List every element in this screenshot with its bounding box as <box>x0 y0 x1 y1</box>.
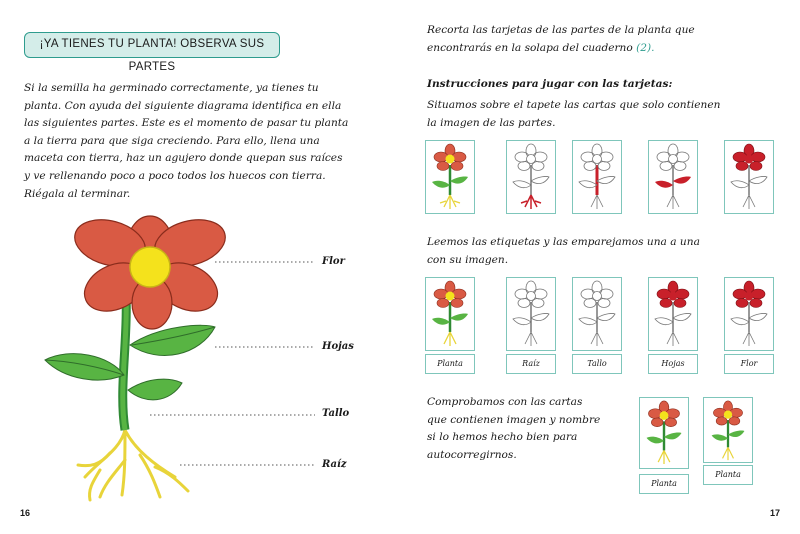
card-plant-full <box>425 277 475 351</box>
card-flower-highlight <box>724 277 774 351</box>
label-root: Raíz <box>322 459 347 470</box>
roots <box>78 430 188 500</box>
leaf-lower <box>128 379 182 400</box>
plant-icon <box>428 280 472 348</box>
instructions-heading: Instrucciones para jugar con las tarjetas: <box>427 78 673 90</box>
intro-line: maceta con tierra, haz un agujero donde quepan sus raíces <box>24 152 343 165</box>
text-line: si lo hemos hecho bien para <box>427 431 578 444</box>
cutout-instructions <box>427 22 772 57</box>
right-page <box>400 0 800 534</box>
intro-line: planta. Con ayuda del siguiente diagrama identifica en ella <box>24 99 342 112</box>
plant-outline-icon <box>509 280 553 348</box>
plant-outline-icon <box>727 280 771 348</box>
label-flower: Flor <box>322 256 345 267</box>
intro-paragraph <box>24 80 376 203</box>
text-line: Leemos las etiquetas y las emparejamos una a una <box>427 236 700 248</box>
text-line: la imagen de las partes. <box>427 116 556 129</box>
plant-icon <box>428 143 472 211</box>
text-line: Recorta las tarjetas de las partes de la planta que <box>427 24 695 36</box>
intro-line: Riégala al terminar. <box>24 187 131 200</box>
label-leaves: Hojas <box>322 341 354 352</box>
plant-outline-icon <box>727 143 771 211</box>
card-root-highlight <box>506 140 556 214</box>
plant-outline-icon <box>651 280 695 348</box>
step-1-text <box>427 97 772 132</box>
step-2-text <box>427 234 772 269</box>
intro-line: a la tierra para que siga creciendo. Para ello, llena una <box>24 134 320 147</box>
text-line: con su imagen. <box>427 253 509 266</box>
check-card-name: Planta <box>703 465 753 485</box>
intro-line: Si la semilla ha germinado correctamente, ya tienes tu <box>24 82 319 94</box>
name-card: Raíz <box>506 354 556 374</box>
card-flower-highlight <box>648 277 698 351</box>
plant-outline-icon <box>509 143 553 211</box>
plant-outline-icon <box>651 143 695 211</box>
leaf-left <box>45 354 124 380</box>
intro-line: y ve rellenando poco a poco todos los huecos con tierra. <box>24 169 326 182</box>
intro-line: las siguientes partes. Este es el momento de pasar tu planta <box>24 117 349 130</box>
name-card: Hojas <box>648 354 698 374</box>
page-title: ¡YA TIENES TU PLANTA! OBSERVA SUS PARTES <box>24 32 280 58</box>
name-card: Flor <box>724 354 774 374</box>
leaf-upper <box>130 325 215 355</box>
check-card-name: Planta <box>639 474 689 494</box>
plant-outline-icon <box>575 280 619 348</box>
label-stem: Tallo <box>322 408 350 419</box>
text-line: autocorregirnos. <box>427 448 517 461</box>
card-outline <box>506 277 556 351</box>
plant-outline-icon <box>575 143 619 211</box>
page-number-right: 17 <box>770 508 781 518</box>
card-stem-highlight <box>572 140 622 214</box>
card-plant-full <box>425 140 475 214</box>
card-leaves-highlight <box>648 140 698 214</box>
reference-number: (2). <box>636 41 655 54</box>
card-outline <box>572 277 622 351</box>
page-number-left: 16 <box>20 508 31 518</box>
text-line: encontrarás en la solapa del cuaderno (2). <box>427 41 655 54</box>
name-card: Planta <box>425 354 475 374</box>
text-line: Situamos sobre el tapete las cartas que solo contienen <box>427 99 721 111</box>
card-flower-highlight <box>724 140 774 214</box>
flower-center <box>130 247 170 287</box>
name-card: Tallo <box>572 354 622 374</box>
text-line: que contienen imagen y nombre <box>427 413 601 426</box>
check-card-image <box>639 397 689 469</box>
text-line: Comprobamos con las cartas <box>427 396 583 408</box>
step-3-text <box>427 394 637 464</box>
plant-icon <box>642 400 686 466</box>
plant-icon <box>706 400 750 462</box>
check-card-combined <box>703 397 753 463</box>
